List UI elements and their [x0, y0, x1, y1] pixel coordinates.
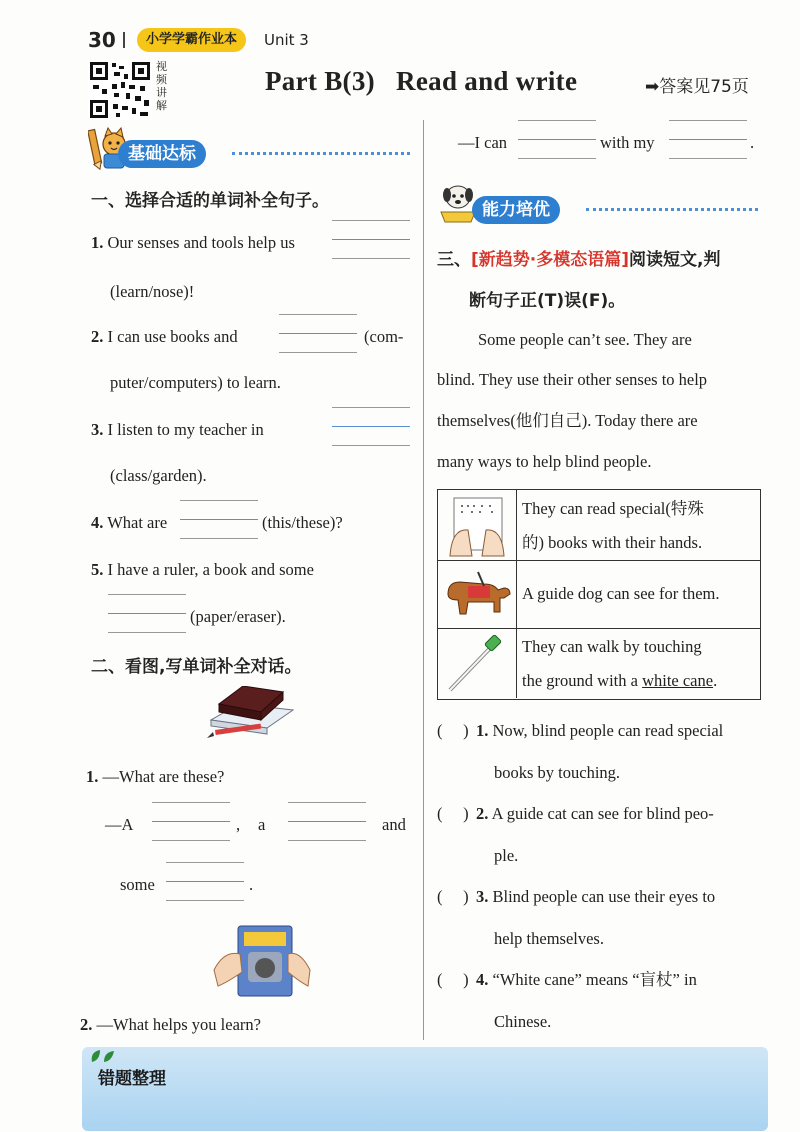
- qr-code-icon[interactable]: [88, 60, 152, 120]
- question-2-options: puter/computers) to learn.: [110, 373, 281, 392]
- judgement-paren-4[interactable]: ( ): [437, 970, 469, 989]
- passage-line-3: themselves(他们自己). Today there are: [437, 411, 698, 430]
- column-divider: [423, 120, 424, 1040]
- conjunction-and: and: [382, 815, 406, 834]
- header-divider: [123, 32, 125, 48]
- mistake-notes-label: 错题整理: [98, 1069, 166, 1089]
- passage-line-2: blind. They use their other senses to help: [437, 370, 708, 389]
- judgement-4: 4. “White cane” means “盲杖” in: [476, 970, 697, 989]
- judgement-paren-3[interactable]: ( ): [437, 887, 469, 906]
- video-explain-label: 视 频 讲 解: [156, 60, 167, 112]
- answer-blank[interactable]: [152, 802, 230, 842]
- part3-heading: 三、[新趋势·多模态语篇]阅读短文,判: [437, 250, 721, 270]
- section-badge-basic: 基础达标: [118, 140, 206, 168]
- continuation-prefix: —I can: [458, 133, 508, 152]
- answer-reference: ➡答案见75页: [645, 77, 749, 97]
- table-text: A guide dog can see for them.: [522, 584, 720, 603]
- table-row: [438, 490, 760, 561]
- passage-line-4: many ways to help blind people.: [437, 452, 652, 471]
- judgement-2-cont: ple.: [494, 846, 519, 865]
- dotted-rule: [232, 152, 410, 155]
- table-text: They can walk by touching the ground with a white cane.: [522, 637, 718, 690]
- white-cane-image: [438, 628, 517, 698]
- continuation-middle: with my: [600, 133, 655, 152]
- table-text: They can read special(特殊 的) books with their hands.: [522, 499, 704, 552]
- book-title-tag: 小学学霸作业本: [137, 28, 246, 52]
- guide-dog-image: [438, 560, 517, 628]
- answer-blank[interactable]: [180, 500, 258, 540]
- answer-blank[interactable]: [279, 314, 357, 354]
- dotted-rule: [586, 208, 758, 211]
- part3-heading-line2: 断句子正(T)误(F)。: [469, 291, 626, 311]
- info-table: [437, 489, 761, 700]
- article-a: a: [258, 815, 266, 834]
- question-4-options: (this/these)?: [262, 513, 343, 532]
- question-5: 5. I have a ruler, a book and some: [91, 560, 314, 579]
- table-row: [438, 560, 760, 629]
- page-number: 30: [88, 28, 116, 52]
- judgement-2: 2. A guide cat can see for blind peo-: [476, 804, 714, 823]
- judgement-3: 3. Blind people can use their eyes to: [476, 887, 716, 906]
- answer-blank[interactable]: [332, 407, 410, 447]
- leaf-icon: [88, 1048, 116, 1064]
- answer-blank[interactable]: [166, 862, 244, 902]
- question-1-options: (learn/nose)!: [110, 282, 195, 301]
- passage-line-1: Some people can’t see. They are: [478, 330, 692, 349]
- period: .: [249, 875, 254, 894]
- question-2: 2. I can use books and: [91, 327, 238, 346]
- question-4: 4. What are: [91, 513, 168, 532]
- question-1: 1. Our senses and tools help us: [91, 233, 295, 252]
- books-pencil-image: [205, 686, 297, 746]
- picture-question-1: 1. —What are these?: [86, 767, 225, 786]
- judgement-1: 1. Now, blind people can read special: [476, 721, 724, 740]
- judgement-3-cont: help themselves.: [494, 929, 604, 948]
- judgement-1-cont: books by touching.: [494, 763, 621, 782]
- comma: ,: [236, 815, 241, 834]
- continuation-end: .: [750, 133, 755, 152]
- judgement-paren-1[interactable]: ( ): [437, 721, 469, 740]
- judgement-paren-2[interactable]: ( ): [437, 804, 469, 823]
- question-3: 3. I listen to my teacher in: [91, 420, 264, 439]
- page-title: Part B(3) Read and write: [265, 66, 578, 96]
- answer-blank[interactable]: [332, 220, 410, 260]
- part1-heading: 一、选择合适的单词补全句子。: [91, 191, 329, 211]
- hands-holding-book-image: [212, 920, 312, 1000]
- answer-prefix-a: —A: [105, 815, 134, 834]
- answer-blank[interactable]: [518, 120, 596, 160]
- question-2-option-start: (com-: [364, 327, 404, 346]
- answer-blank[interactable]: [108, 594, 186, 634]
- table-row: [438, 628, 760, 698]
- unit-label: Unit 3: [264, 31, 309, 49]
- mistake-notes-area[interactable]: [82, 1047, 768, 1131]
- part2-heading: 二、看图,写单词补全对话。: [91, 657, 302, 677]
- braille-reading-image: [438, 490, 517, 560]
- question-3-options: (class/garden).: [110, 466, 207, 485]
- judgement-4-cont: Chinese.: [494, 1012, 552, 1031]
- picture-question-2: 2. —What helps you learn?: [80, 1015, 261, 1034]
- answer-blank[interactable]: [669, 120, 747, 160]
- answer-blank[interactable]: [288, 802, 366, 842]
- question-5-options: (paper/eraser).: [190, 607, 286, 626]
- word-some: some: [120, 875, 155, 894]
- section-badge-advanced: 能力培优: [472, 196, 560, 224]
